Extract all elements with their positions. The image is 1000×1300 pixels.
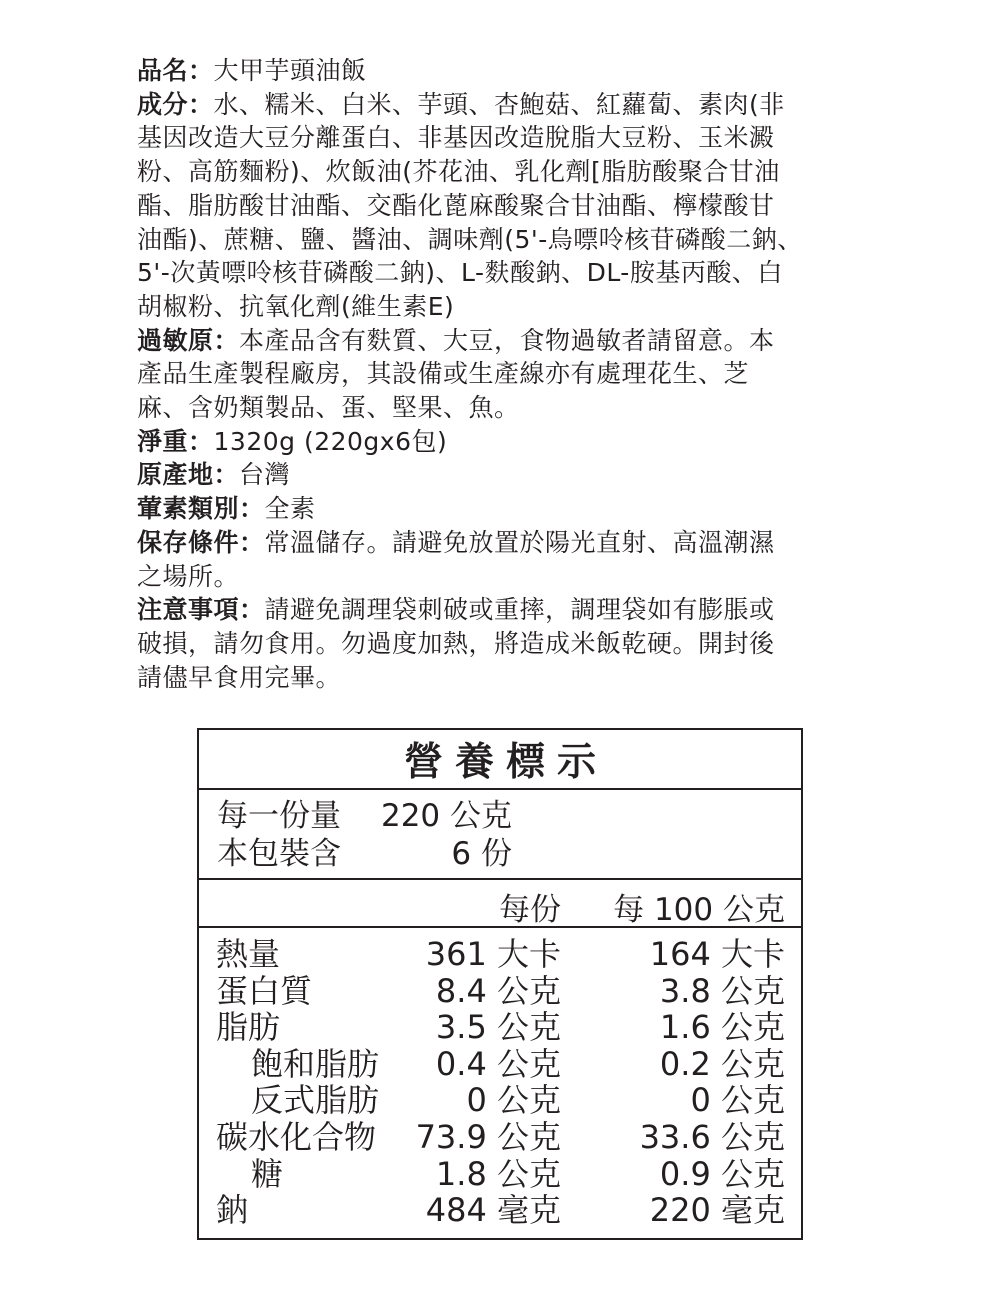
servings-value: 6 份 xyxy=(451,836,512,872)
nutrient-name: 鈉 xyxy=(216,1191,249,1230)
info-value: 常溫儲存。請避免放置於陽光直射、高溫潮濕 之場所。 xyxy=(137,527,775,591)
nutrient-per-serving: 8.4 公克 xyxy=(435,971,561,1010)
nutrient-row xyxy=(199,973,801,1010)
serving-size-value: 220 公克 xyxy=(380,798,512,834)
nutrient-per-serving: 361 大卡 xyxy=(425,935,561,973)
info-diet-type xyxy=(137,492,857,526)
nutrient-name: 飽和脂肪 xyxy=(251,1044,380,1083)
nutrient-row xyxy=(199,1119,801,1156)
nutrient-name: 蛋白質 xyxy=(216,971,313,1010)
info-value: 全素 xyxy=(264,494,316,524)
info-origin xyxy=(137,458,857,492)
info-value: 本產品含有麩質、大豆，食物過敏者請留意。本 產品生產製程廠房，其設備或生產線亦有處理花生、芝 麻、含奶類製品、蛋、堅果、魚。 xyxy=(137,325,775,423)
nutrient-rows xyxy=(199,928,801,1229)
nutrient-row xyxy=(199,1082,801,1119)
info-label: 淨重： xyxy=(137,426,214,456)
nutrient-per-serving: 73.9 公克 xyxy=(415,1117,561,1156)
info-ingredients xyxy=(137,88,857,324)
nutrient-row xyxy=(199,1192,801,1229)
info-value: 台灣 xyxy=(239,460,291,490)
info-value: 大甲芋頭油飯 xyxy=(213,56,367,85)
nutrient-per-serving: 3.5 公克 xyxy=(435,1008,561,1047)
info-label: 葷素類別： xyxy=(137,494,265,524)
nutrient-name: 脂肪 xyxy=(216,1008,281,1047)
info-value: 請避免調理袋刺破或重摔，調理袋如有膨脹或 破損，請勿食用。勿過度加熱，將造成米飯乾硬。開封後 請儘早食用完畢。 xyxy=(137,595,775,692)
product-info xyxy=(137,54,857,694)
serving-size-label: 每一份量 xyxy=(217,798,341,834)
info-product-name xyxy=(137,54,857,88)
info-label: 成分： xyxy=(137,89,214,119)
info-notes xyxy=(137,593,857,694)
column-header-per-serving: 每份 xyxy=(499,892,561,928)
nutrient-per-serving: 484 毫克 xyxy=(425,1191,561,1230)
nutrient-per-100g: 33.6 公克 xyxy=(639,1117,785,1156)
column-header-per-100g: 每 100 公克 xyxy=(613,892,785,928)
info-value: 1320g (220gx6包) xyxy=(213,426,448,456)
info-label: 過敏原： xyxy=(137,325,240,355)
info-value: 水、糯米、白米、芋頭、杏鮑菇、紅蘿蔔、素肉(非 基因改造大豆分離蛋白、非基因改造脫脂大豆粉、玉米澱 粉、高筋麵粉)、炊飯油(芥花油、乳化劑[脂肪酸聚合甘油 酯、脂肪酸甘油酯、交酯化蓖麻酸聚合甘油酯、檸檬酸甘 油酯)、蔗糖、鹽、醬油、調味劑(5'-烏嘌呤核苷磷酸二鈉、 5'-次黃嘌呤核苷磷酸二鈉)、L-麩酸鈉、DL-胺基丙酸、白 胡椒粉、抗氧化劑(維生素E) xyxy=(137,89,803,321)
info-allergens xyxy=(137,324,857,425)
nutrient-name: 碳水化合物 xyxy=(216,1117,377,1156)
nutrition-facts-panel xyxy=(197,728,803,1240)
nutrient-row xyxy=(199,1009,801,1046)
nutrient-per-100g: 0.9 公克 xyxy=(659,1154,785,1193)
servings-label: 本包裝含 xyxy=(217,836,341,872)
info-label: 原產地： xyxy=(137,460,240,490)
nutrient-per-100g: 3.8 公克 xyxy=(659,971,785,1010)
nutrient-row xyxy=(199,1156,801,1193)
info-label: 品名： xyxy=(137,56,214,85)
column-headers xyxy=(199,880,801,928)
nutrient-row xyxy=(199,936,801,973)
nutrient-per-100g: 1.6 公克 xyxy=(659,1008,785,1047)
nutrient-per-serving: 1.8 公克 xyxy=(435,1154,561,1193)
info-storage xyxy=(137,526,857,593)
info-label: 保存條件： xyxy=(137,527,265,557)
info-net-weight xyxy=(137,425,857,459)
info-label: 注意事項： xyxy=(137,595,265,625)
nutrient-per-100g: 220 毫克 xyxy=(649,1191,785,1230)
serving-info xyxy=(199,790,801,880)
nutrient-per-100g: 164 大卡 xyxy=(649,935,785,973)
nutrition-title: 營養標示 xyxy=(199,730,801,790)
nutrient-per-serving: 0 公克 xyxy=(466,1081,561,1120)
nutrient-per-100g: 0 公克 xyxy=(690,1081,785,1120)
nutrient-name: 熱量 xyxy=(216,935,281,973)
nutrient-row xyxy=(199,1046,801,1083)
nutrient-name: 反式脂肪 xyxy=(251,1081,380,1120)
nutrient-per-100g: 0.2 公克 xyxy=(659,1044,785,1083)
nutrient-name: 糖 xyxy=(251,1154,284,1193)
nutrient-per-serving: 0.4 公克 xyxy=(435,1044,561,1083)
